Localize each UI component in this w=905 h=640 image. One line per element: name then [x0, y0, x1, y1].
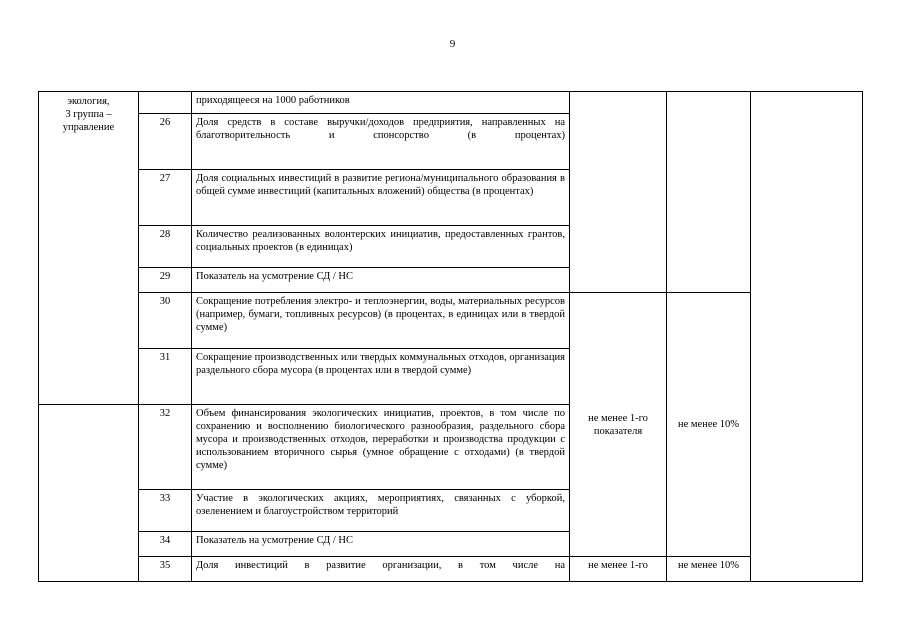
criteria-text: не менее 1-го показателя [588, 412, 648, 437]
target-cell-empty [667, 92, 751, 293]
row-number [139, 92, 192, 114]
indicator-text: Доля социальных инвестиций в развитие региона/муниципального образования в общей сумме инвестиций (капитальных вложений) общества (в процентах) [192, 170, 570, 226]
criteria-cell [570, 293, 667, 557]
indicator-text: Участие в экологических акциях, мероприятиях, связанных с уборкой, озеленением и благоустройством территорий [192, 490, 570, 532]
group-label-cell [39, 92, 139, 405]
notes-cell [751, 92, 863, 582]
row-number: 26 [139, 114, 192, 170]
row-number: 30 [139, 293, 192, 349]
indicator-text: Доля средств в составе выручки/доходов предприятия, направленных на благотворительность и спонсорство (в процентах) [192, 114, 570, 170]
target-cell [667, 293, 751, 557]
row-number: 29 [139, 268, 192, 293]
group-label: экология, 3 группа – управление [62, 96, 115, 133]
row-number: 27 [139, 170, 192, 226]
row-number: 31 [139, 349, 192, 405]
indicator-text: Количество реализованных волонтерских инициатив, предоставленных грантов, социальных проектов (в единицах) [192, 226, 570, 268]
indicator-text: Сокращение производственных или твердых коммунальных отходов, организация раздельного сбора мусора (в процентах или в твердой сумме) [192, 349, 570, 405]
indicators-table [38, 91, 863, 582]
indicator-text: Показатель на усмотрение СД / НС [192, 268, 570, 293]
criteria-cell-empty [570, 92, 667, 293]
target-text: не менее 10% [677, 419, 740, 430]
row-number: 35 [139, 557, 192, 582]
page-number: 9 [449, 38, 456, 50]
row-number: 28 [139, 226, 192, 268]
row-number: 32 [139, 405, 192, 490]
row-number: 33 [139, 490, 192, 532]
target-cell: не менее 10% [667, 557, 751, 582]
indicator-text: Показатель на усмотрение СД / НС [192, 532, 570, 557]
row-number: 34 [139, 532, 192, 557]
indicator-text: приходящееся на 1000 работников [192, 92, 570, 114]
indicator-text: Объем финансирования экологических инициатив, проектов, в том числе по сохранению и восполнению биологического разнообразия, раздельного сбора мусора и производственных отходов, переработки и производства продукции с использованием вторичного сырья (умное обращение с отходами) (в твердой сумме) [192, 405, 570, 490]
criteria-cell: не менее 1-го [570, 557, 667, 582]
indicator-text: Доля инвестиций в развитие организации, в том числе на [192, 557, 570, 582]
group-label-cell-empty [39, 405, 139, 582]
indicator-text: Сокращение потребления электро- и теплоэнергии, воды, материальных ресурсов (например, бумаги, топливных ресурсов) (в процентах, в единицах или в твердой сумме) [192, 293, 570, 349]
